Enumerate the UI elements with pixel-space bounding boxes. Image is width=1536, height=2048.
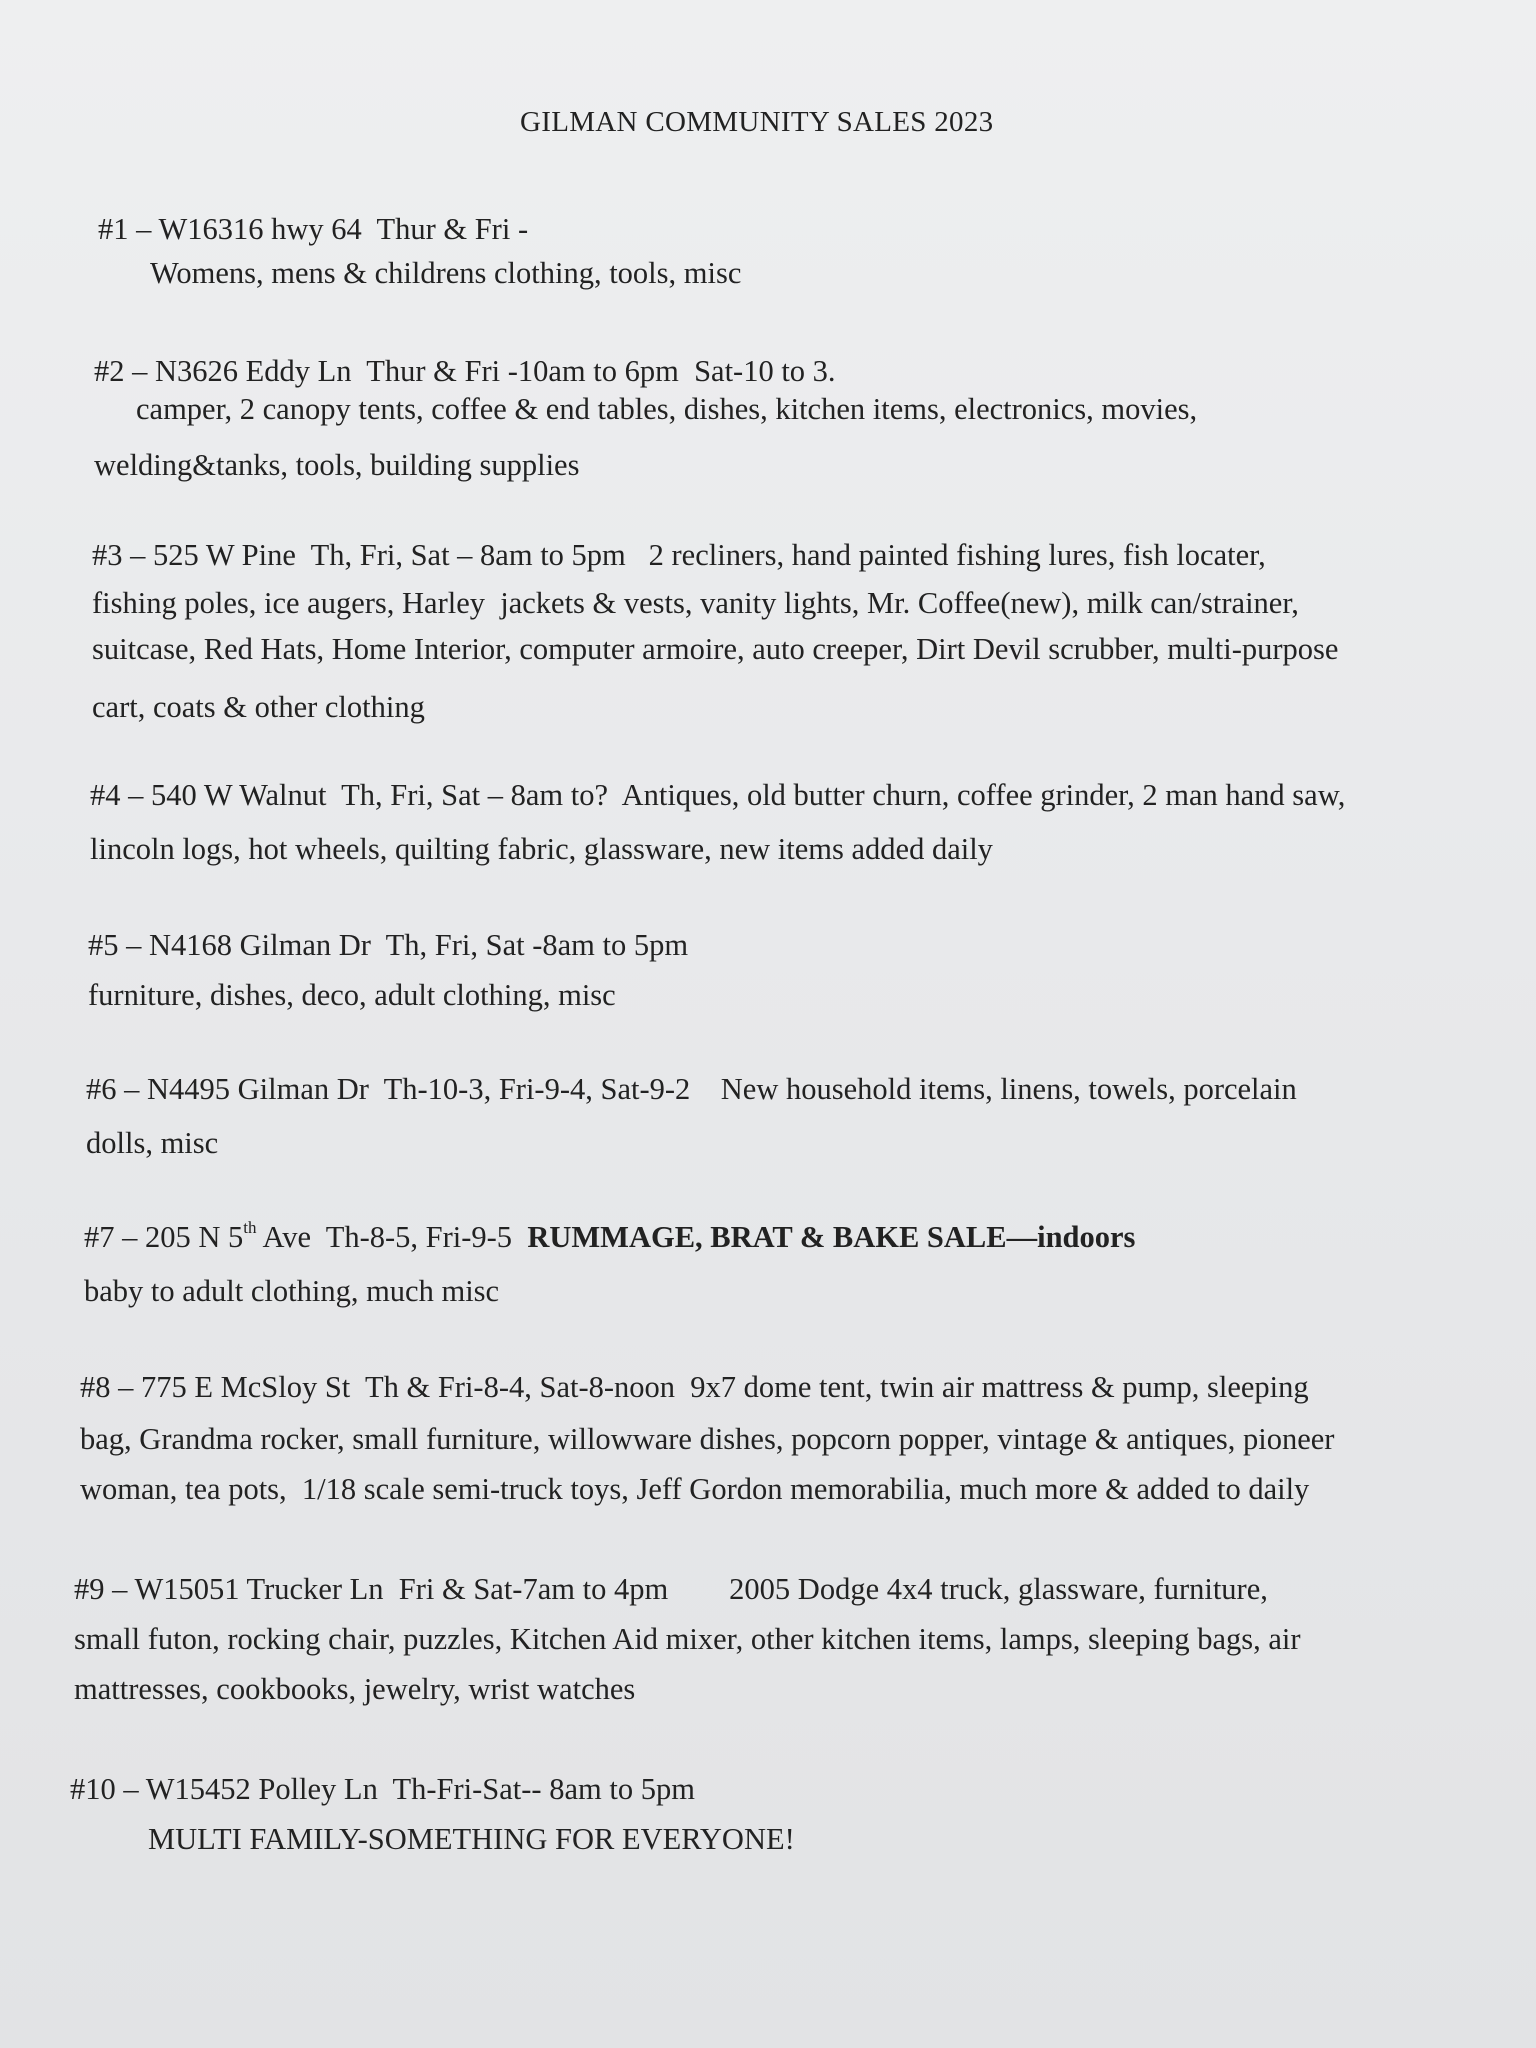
sale-5-header: #5 – N4168 Gilman Dr Th, Fri, Sat -8am to 5pm: [88, 928, 689, 962]
sale-9-header: #9 – W15051 Trucker Ln Fri & Sat-7am to 4pm 2005 Dodge 4x4 truck, glassware, furniture,: [74, 1572, 1268, 1606]
sale-8-items-line-1: bag, Grandma rocker, small furniture, willowware dishes, popcorn popper, vintage & antiques, pioneer: [80, 1422, 1335, 1456]
sale-3-items-line-3: cart, coats & other clothing: [92, 690, 425, 724]
sale-4-header: #4 – 540 W Walnut Th, Fri, Sat – 8am to? Antiques, old butter churn, coffee grinder, 2 man hand saw,: [90, 778, 1346, 812]
sale-10-header: #10 – W15452 Polley Ln Th-Fri-Sat-- 8am to 5pm: [70, 1772, 695, 1806]
sale-9-items-line-1: small futon, rocking chair, puzzles, Kitchen Aid mixer, other kitchen items, lamps, sleeping bags, air: [74, 1622, 1301, 1656]
sale-7-header: [84, 1218, 1136, 1254]
sale-3-items-line-1: fishing poles, ice augers, Harley jackets & vests, vanity lights, Mr. Coffee(new), milk can/strainer,: [92, 586, 1299, 620]
sale-10-items: MULTI FAMILY-SOMETHING FOR EVERYONE!: [148, 1822, 795, 1856]
sale-6-items: dolls, misc: [86, 1126, 219, 1160]
sale-2-items-line-2: welding&tanks, tools, building supplies: [94, 448, 580, 482]
sale-2-header: #2 – N3626 Eddy Ln Thur & Fri -10am to 6pm Sat-10 to 3.: [94, 354, 836, 388]
sale-8-header: #8 – 775 E McSloy St Th & Fri-8-4, Sat-8-noon 9x7 dome tent, twin air mattress & pump, sleeping: [80, 1370, 1309, 1404]
sale-1-header: #1 – W16316 hwy 64 Thur & Fri -: [98, 212, 529, 246]
sale-2-items-line-1: camper, 2 canopy tents, coffee & end tables, dishes, kitchen items, electronics, movies,: [136, 392, 1198, 426]
sale-5-items: furniture, dishes, deco, adult clothing, misc: [88, 978, 616, 1012]
sale-7-ordinal-suffix: th: [243, 1218, 257, 1237]
sale-1-items: Womens, mens & childrens clothing, tools, misc: [150, 256, 742, 290]
sale-7-items: baby to adult clothing, much misc: [84, 1274, 500, 1308]
sale-3-items-line-2: suitcase, Red Hats, Home Interior, computer armoire, auto creeper, Dirt Devil scrubber, multi-purpose: [92, 632, 1339, 666]
sale-4-items: lincoln logs, hot wheels, quilting fabric, glassware, new items added daily: [90, 832, 993, 866]
sale-9-items-line-2: mattresses, cookbooks, jewelry, wrist watches: [74, 1672, 636, 1706]
sale-7-header-times: Ave Th-8-5, Fri-9-5: [256, 1220, 528, 1254]
sale-6-header: #6 – N4495 Gilman Dr Th-10-3, Fri-9-4, Sat-9-2 New household items, linens, towels, porcelain: [86, 1072, 1297, 1106]
sale-7-highlight: RUMMAGE, BRAT & BAKE SALE—indoors: [527, 1220, 1136, 1254]
sale-8-items-line-2: woman, tea pots, 1/18 scale semi-truck toys, Jeff Gordon memorabilia, much more & added to daily: [80, 1472, 1310, 1506]
sale-3-header: #3 – 525 W Pine Th, Fri, Sat – 8am to 5pm 2 recliners, hand painted fishing lures, fish locater,: [92, 538, 1266, 572]
sale-7-header-text: #7 – 205 N 5: [84, 1220, 244, 1254]
document-title: GILMAN COMMUNITY SALES 2023: [520, 106, 994, 138]
